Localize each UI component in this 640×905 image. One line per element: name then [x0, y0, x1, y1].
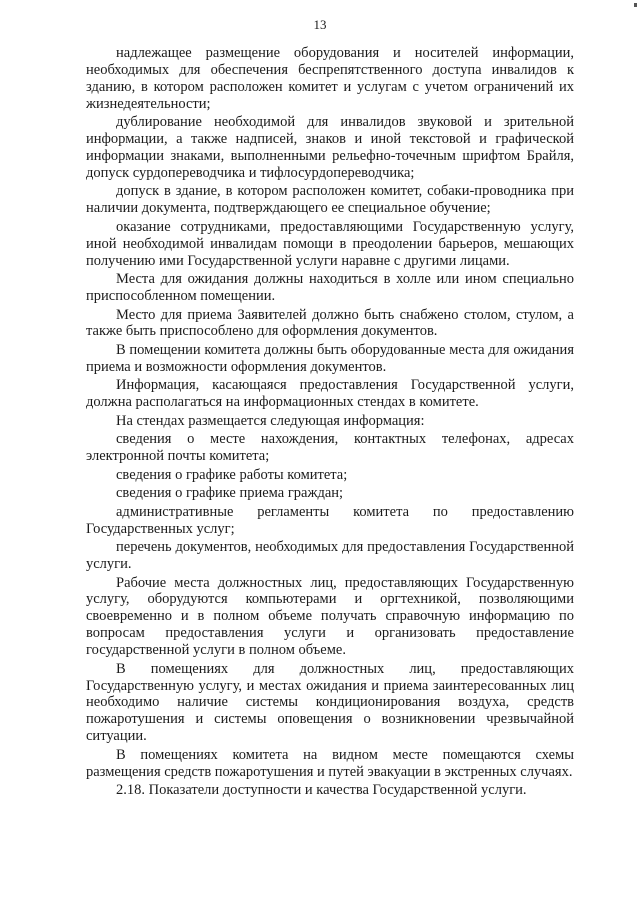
scan-mark — [634, 3, 637, 7]
section-heading-2-18: 2.18. Показатели доступности и качества Государственной услуги. — [116, 782, 527, 799]
paragraph-evacuation-schemes: В помещениях комитета на видном месте помещаются схемы размещения средств пожаротушения и путей эвакуации в экстренных случаях. — [86, 746, 574, 780]
list-item-reception-schedule: сведения о графике приема граждан; — [116, 485, 344, 502]
paragraph-reception-place: Место для приема Заявителей должно быть снабжено столом, стулом, а также быть приспособлено для оформления документов. — [86, 306, 574, 340]
list-item-contacts: сведения о месте нахождения, контактных телефонах, адресах электронной почты комитета; — [86, 431, 574, 465]
paragraph-equipment-placement: надлежащее размещение оборудования и носителей информации, необходимых для обеспечения беспрепятственного доступа инвалидов к зданию, в котором расположен комитет и услугам с учетом ограничений их жизнедеятельности; — [86, 45, 574, 112]
paragraph-information-stands: Информация, касающаяся предоставления Государственной услуги, должна располагаться на информационных стендах в комитете. — [86, 377, 574, 411]
paragraph-stands-intro: На стендах размещается следующая информация: — [116, 412, 425, 429]
paragraph-duplication-info: дублирование необходимой для инвалидов звуковой и зрительной информации, а также надписей, знаков и иной текстовой и графической информации знаками, выполненными рельефно-точечным шрифтом Брайля, допуск сурдопереводчика и тифлосурдопереводчика; — [86, 114, 574, 181]
document-body — [86, 45, 574, 801]
paragraph-staff-assistance: оказание сотрудниками, предоставляющими Государственную услугу, иной необходимой инвалидам помощи в преодолении барьеров, мешающих получению ими Государственной услуги наравне с другими лицами. — [86, 218, 574, 269]
paragraph-committee-premises: В помещении комитета должны быть оборудованные места для ожидания приема и возможности оформления документов. — [86, 341, 574, 375]
list-item-documents: перечень документов, необходимых для предоставления Государственной услуги. — [86, 539, 574, 572]
paragraph-waiting-areas: Места для ожидания должны находиться в холле или ином специально приспособленном помещении. — [86, 271, 574, 305]
paragraph-workplaces: Рабочие места должностных лиц, предоставляющих Государственную услугу, оборудуются компьютерами и оргтехникой, позволяющими своевременно и в полном объеме получать справочную информацию по вопросам предоставления услуги и организовать предоставление государственной услуги в полном объеме. — [86, 574, 574, 659]
list-item-regulations: административные регламенты комитета по предоставлению Государственных услуг; — [86, 503, 574, 537]
paragraph-air-conditioning: В помещениях для должностных лиц, предоставляющих Государственную услугу, и местах ожидания и приема заинтересованных лиц необходимо наличие системы кондиционирования воздуха, средств пожаротушения и системы оповещения о возникновении чрезвычайной ситуации. — [86, 660, 574, 745]
paragraph-guide-dog: допуск в здание, в котором расположен комитет, собаки-проводника при наличии документа, подтверждающего ее специальное обучение; — [86, 183, 574, 217]
list-item-work-schedule: сведения о графике работы комитета; — [116, 466, 348, 483]
page-number: 13 — [313, 17, 327, 32]
